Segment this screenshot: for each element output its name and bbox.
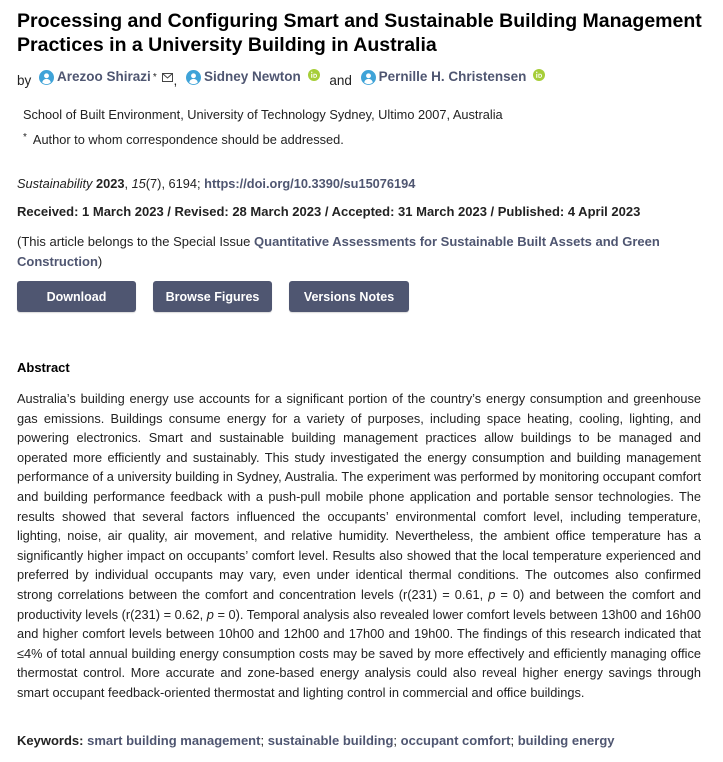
keyword-link[interactable]: building energy xyxy=(517,733,615,748)
citation: Sustainability 2023, 15(7), 6194; https://doi.org/10.3390/su15076194 xyxy=(17,176,416,191)
special-issue-note xyxy=(17,232,697,272)
keyword-link[interactable]: sustainable building xyxy=(267,733,394,748)
abstract-heading: Abstract xyxy=(17,360,70,375)
author-name[interactable]: Pernille H. Christensen xyxy=(378,69,527,84)
keyword-link[interactable]: smart building management xyxy=(87,733,261,748)
author-name[interactable]: Sidney Newton xyxy=(204,69,301,84)
citation-year: 2023 xyxy=(95,176,125,191)
browse-figures-button[interactable]: Browse Figures xyxy=(153,281,272,312)
citation-pages: , 6194; xyxy=(161,176,201,191)
abstract-part-1: Australia’s building energy use accounts for a significant portion of the country’s energy consumption and greenhouse gas emissions. Buildings consume energy for a variety of purposes, including space heating, cooling, lighting, and powering electronics. Smart and sustainable building management practices allow buildings to be managed and operated more efficiently and sustainably. This study investigated the energy consumption and building management performance of a university building in Sydney, Australia. The experiment was performed by monitoring occupant comfort and building performance feedback with a push-pull mobile phone application and portable sensor technologies. The results showed that several factors influenced the occupants’ environmental comfort level, including temperature, lighting, noise, air quality, air movement, and relative humidity. Nevertheless, the ambient office temperature has a significantly higher impact on occupants’ comfort level. Results also showed that the local temperature experienced and preferred by individual occupants may vary, even under identical thermal conditions. The outcomes also confirmed strong correlations between the comfort and concentration levels (r(231) = 0.61, xyxy=(17,391,701,602)
person-icon xyxy=(186,70,201,85)
keywords-label: Keywords: xyxy=(17,733,84,748)
p-value-symbol: p xyxy=(488,586,496,602)
abstract-text xyxy=(17,389,701,703)
author-arezoo-shirazi[interactable] xyxy=(39,68,151,86)
orcid-icon[interactable] xyxy=(533,69,545,81)
special-issue-link[interactable]: Quantitative Assessments for Sustainable Built Assets and Green Construction xyxy=(17,234,660,269)
by-label: by xyxy=(17,72,32,88)
citation-issue: (7) xyxy=(145,176,162,191)
author-separator: , xyxy=(173,72,178,88)
author-name[interactable]: Arezoo Shirazi xyxy=(57,69,151,84)
abstract-part-3: = 0). Temporal analysis also revealed lower comfort levels between 13h00 and 16h00 and higher comfort levels between 10h00 and 12h00 and 17h00 and 19h00. The findings of this research indicated that ≤4% of total annual building energy consumption costs may be saved by more effectively and efficiently managing office thermostat control. More accurate and zone-based energy analysis could also reveal higher energy savings through smart occupant feedback-oriented thermostat and lighting control in commercial and office buildings. xyxy=(17,606,701,700)
keyword-separator: ; xyxy=(260,733,265,748)
publication-dates: Received: 1 March 2023 / Revised: 28 March 2023 / Accepted: 31 March 2023 / Published: 4 April 2023 xyxy=(17,204,641,219)
correspondence-text: Author to whom correspondence should be addressed. xyxy=(32,132,344,147)
author-sidney-newton[interactable] xyxy=(186,68,301,86)
mail-icon[interactable] xyxy=(162,73,173,82)
orcid-icon[interactable] xyxy=(308,69,320,81)
keyword-link[interactable]: occupant comfort xyxy=(400,733,511,748)
special-issue-suffix: ) xyxy=(97,254,103,269)
doi-link[interactable]: https://doi.org/10.3390/su15076194 xyxy=(204,176,416,191)
versions-notes-button[interactable]: Versions Notes xyxy=(289,281,409,312)
keywords xyxy=(17,732,701,749)
correspondence-marker: * xyxy=(23,132,27,143)
affiliation: School of Built Environment, University of Technology Sydney, Ultimo 2007, Australia xyxy=(23,107,503,122)
author-and: and xyxy=(329,72,352,88)
article-title: Processing and Configuring Smart and Sustainable Building Management Practices in a University Building in Australia xyxy=(17,10,702,56)
special-issue-prefix: (This article belongs to the Special Issue xyxy=(17,234,255,249)
download-button[interactable]: Download xyxy=(17,281,136,312)
abstract-part-2: = 0) and between the comfort and productivity levels (r(231) = 0.62, xyxy=(17,586,702,622)
journal-name: Sustainability xyxy=(17,176,93,191)
person-icon xyxy=(39,70,54,85)
author-list xyxy=(17,68,707,90)
keyword-separator: ; xyxy=(510,733,515,748)
corresponding-author-marker: * xyxy=(152,71,157,83)
correspondence-note xyxy=(23,129,344,148)
keyword-separator: ; xyxy=(393,733,398,748)
author-pernille-christensen[interactable] xyxy=(361,68,527,86)
person-icon xyxy=(361,70,376,85)
citation-volume: 15 xyxy=(131,176,146,191)
p-value-symbol: p xyxy=(206,606,214,622)
